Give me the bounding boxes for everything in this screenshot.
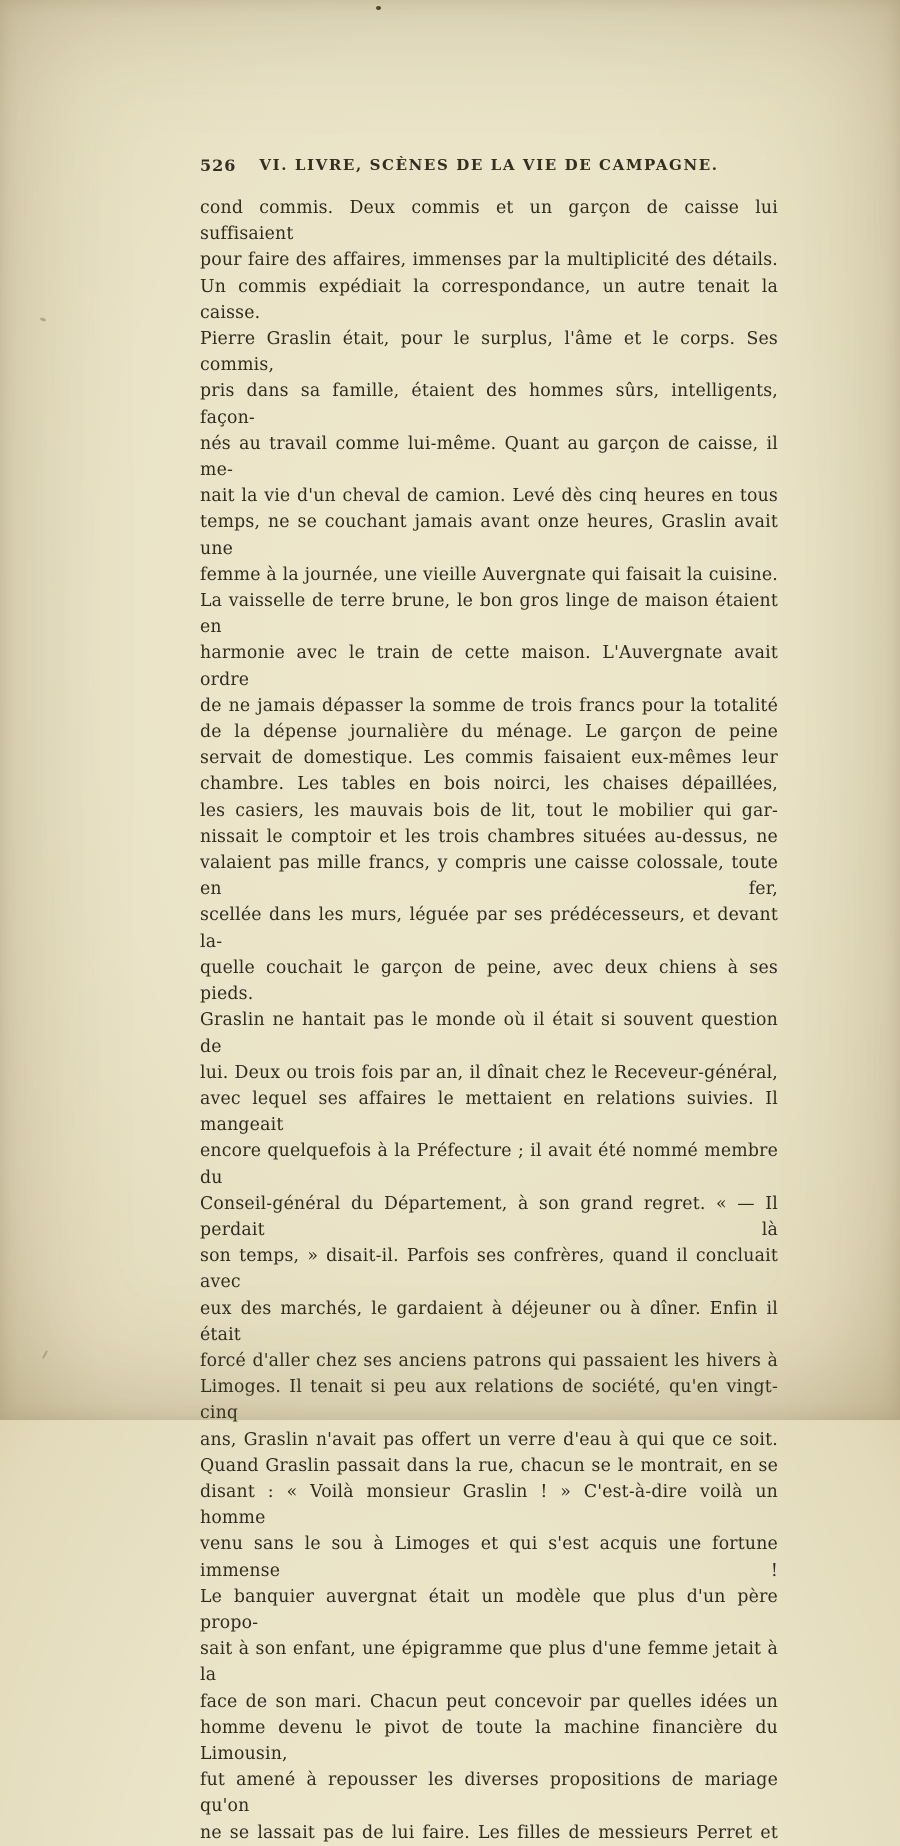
page-content — [200, 156, 778, 1846]
text-line: scellée dans les murs, léguée par ses prédécesseurs, et devant la- — [200, 905, 778, 952]
text-line: La vaisselle de terre brune, le bon gros linge de maison étaient en — [200, 591, 778, 638]
text-line: cond commis. Deux commis et un garçon de caisse lui suffisaient — [200, 198, 778, 245]
text-line: ne se lassait pas de lui faire. Les filles de messieurs Perret et — [200, 1822, 778, 1843]
text-line: pour faire des affaires, immenses par la multiplicité des détails. — [200, 250, 778, 271]
text-line: harmonie avec le train de cette maison. L'Auvergnate avait ordre — [200, 643, 778, 690]
text-line: les casiers, les mauvais bois de lit, tout le mobilier qui gar- — [200, 800, 778, 821]
text-line: venu sans le sou à Limoges et qui s'est acquis une fortune immense ! — [200, 1534, 778, 1581]
running-header-title: VI. LIVRE, SCÈNES DE LA VIE DE CAMPAGNE. — [259, 156, 719, 174]
text-line: chambre. Les tables en bois noirci, les chaises dépaillées, — [200, 774, 778, 795]
text-line: homme devenu le pivot de toute la machine financière du Limousin, — [200, 1717, 778, 1764]
text-line: sait à son enfant, une épigramme que plus d'une femme jetait à la — [200, 1639, 778, 1686]
text-line: Limoges. Il tenait si peu aux relations de société, qu'en vingt-cinq — [200, 1377, 778, 1424]
paper-speck — [40, 317, 47, 322]
text-line: face de son mari. Chacun peut concevoir par quelles idées un — [200, 1691, 778, 1712]
text-line: quelle couchait le garçon de peine, avec deux chiens à ses pieds. — [200, 957, 778, 1005]
text-line: ans, Graslin n'avait pas offert un verre d'eau à qui que ce soit. — [200, 1429, 778, 1450]
text-line: avec lequel ses affaires le mettaient en relations suivies. Il mangeait — [200, 1088, 778, 1136]
text-line: encore quelquefois à la Préfecture ; il avait été nommé membre du — [200, 1141, 778, 1188]
text-line: Conseil-général du Département, à son grand regret. « — Il perdait là — [200, 1193, 778, 1240]
text-line: eux des marchés, le gardaient à déjeuner ou à dîner. Enfin il était — [200, 1298, 778, 1345]
text-line: Le banquier auvergnat était un modèle que plus d'un père propo- — [200, 1586, 778, 1633]
printers-mark-dot — [376, 6, 381, 10]
text-line: nait la vie d'un cheval de camion. Levé dès cinq heures en tous — [200, 486, 778, 507]
text-line: Graslin ne hantait pas le monde où il était si souvent question de — [200, 1010, 778, 1057]
text-line: valaient pas mille francs, y compris une caisse colossale, toute en fer, — [200, 853, 778, 900]
text-line: Un commis expédiait la correspondance, un autre tenait la caisse. — [200, 276, 778, 323]
text-line: femme à la journée, une vieille Auvergnate qui faisait la cuisine. — [200, 564, 778, 585]
text-line: fut amené à repousser les diverses propositions de mariage qu'on — [200, 1770, 778, 1817]
text-lines — [200, 195, 778, 1846]
text-line: son temps, » disait-il. Parfois ses confrères, quand il concluait avec — [200, 1246, 778, 1293]
text-line: de la dépense journalière du ménage. Le garçon de peine — [200, 722, 778, 743]
text-line: servait de domestique. Les commis faisaient eux-mêmes leur — [200, 748, 778, 769]
running-header — [200, 156, 778, 174]
text-line: disant : « Voilà monsieur Graslin ! » C'est-à-dire voilà un homme — [200, 1481, 778, 1529]
text-line: Pierre Graslin était, pour le surplus, l'âme et le corps. Ses commis, — [200, 329, 778, 376]
page-number: 526 — [200, 156, 237, 175]
text-line: Quand Graslin passait dans la rue, chacun se le montrait, en se — [200, 1455, 778, 1476]
text-line: nés au travail comme lui-même. Quant au garçon de caisse, il me- — [200, 433, 778, 481]
text-line: forcé d'aller chez ses anciens patrons qui passaient les hivers à — [200, 1350, 778, 1371]
text-line: temps, ne se couchant jamais avant onze heures, Graslin avait une — [200, 512, 778, 559]
text-line: pris dans sa famille, étaient des hommes sûrs, intelligents, façon- — [200, 381, 778, 428]
text-line: nissait le comptoir et les trois chambres situées au-dessus, ne — [200, 826, 778, 847]
text-line: lui. Deux ou trois fois par an, il dînait chez le Receveur-général, — [200, 1062, 778, 1083]
paper-speck — [42, 1350, 48, 1359]
text-line: de ne jamais dépasser la somme de trois francs pour la totalité — [200, 695, 778, 716]
